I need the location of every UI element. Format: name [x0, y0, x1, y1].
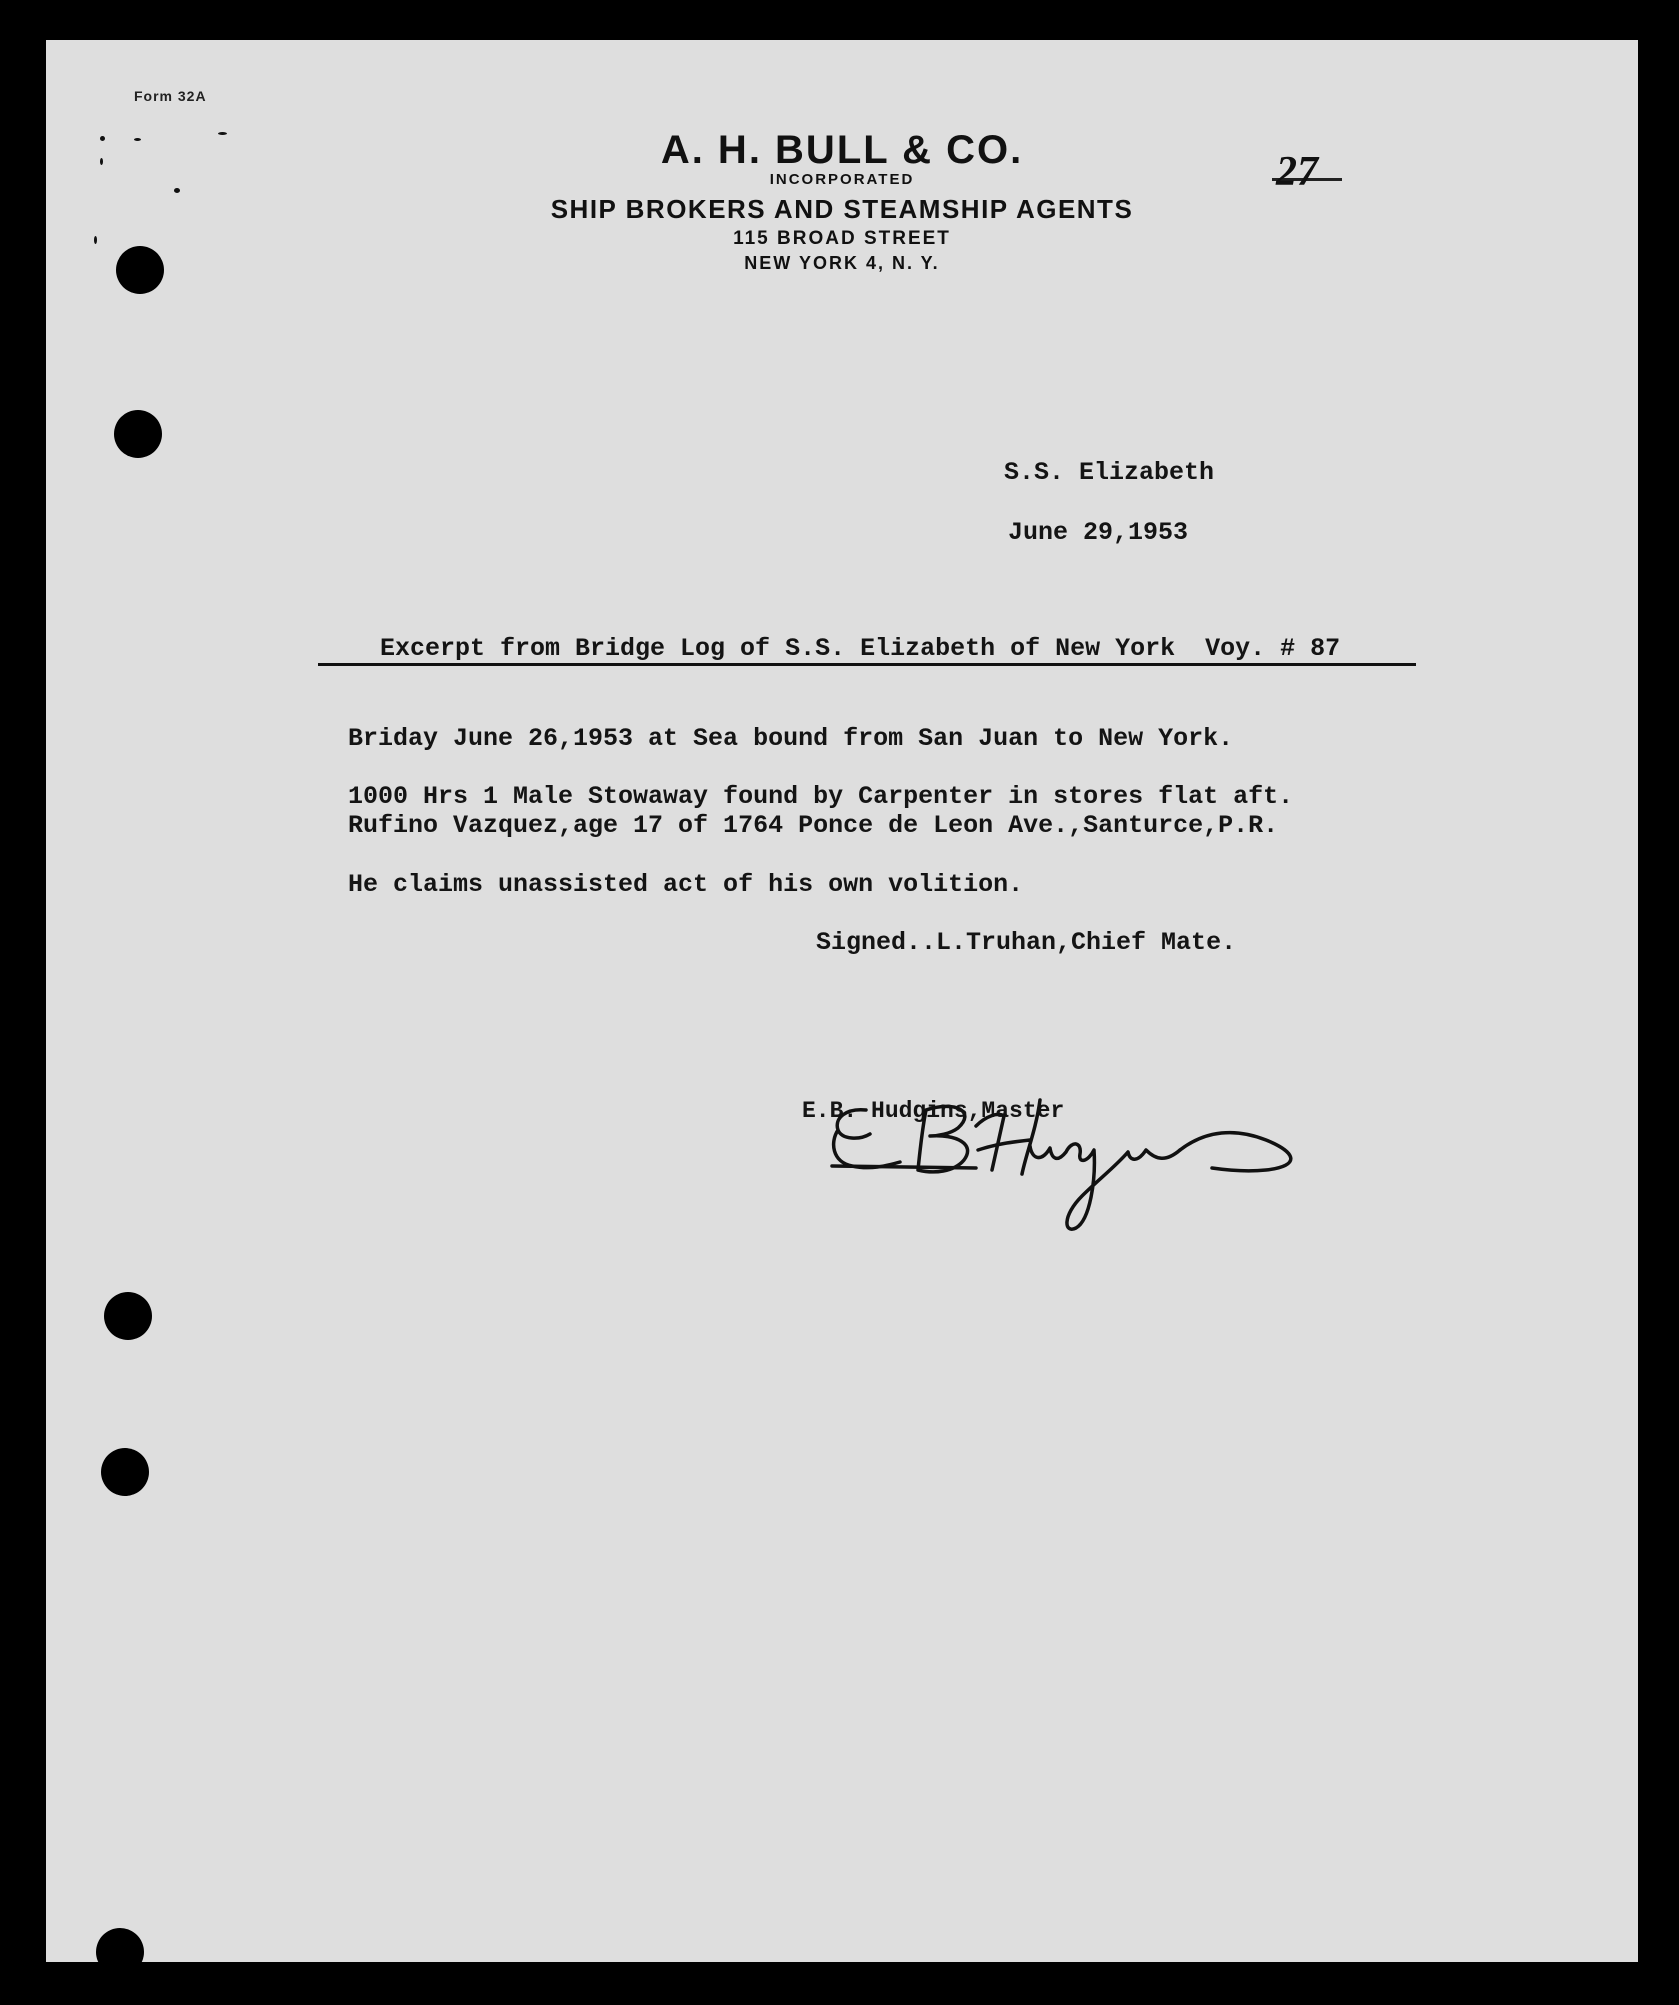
heading-underline	[318, 663, 1416, 666]
document-page	[46, 40, 1638, 1962]
handwritten-signature	[826, 1070, 1346, 1250]
company-incorporated: INCORPORATED	[769, 171, 915, 188]
master-name-line: E.B. Hudgins,Master	[802, 1098, 1065, 1124]
excerpt-heading: Excerpt from Bridge Log of S.S. Elizabeth of New York Voy. # 87	[380, 634, 1341, 663]
log-line-identity: Rufino Vazquez,age 17 of 1764 Ponce de Leon Ave.,Santurce,P.R.	[348, 811, 1279, 840]
page-number-mark: 27	[1276, 149, 1318, 195]
punch-hole	[96, 1928, 144, 1976]
letter-date: June 29,1953	[1008, 518, 1189, 547]
log-line-stowaway: 1000 Hrs 1 Male Stowaway found by Carpenter in stores flat aft.	[348, 782, 1294, 811]
company-city: NEW YORK 4, N. Y.	[744, 253, 940, 273]
log-line-date: Briday June 26,1953 at Sea bound from San Juan to New York.	[348, 724, 1234, 753]
punch-hole	[114, 410, 162, 458]
company-street: 115 BROAD STREET	[733, 228, 951, 249]
log-line-claim: He claims unassisted act of his own volition.	[348, 870, 1024, 899]
chief-mate-signature-line: Signed..L.Truhan,Chief Mate.	[816, 928, 1237, 957]
punch-hole	[104, 1292, 152, 1340]
vessel-name: S.S. Elizabeth	[1004, 458, 1215, 487]
paper-speck	[174, 188, 180, 193]
punch-hole	[101, 1448, 149, 1496]
company-description: SHIP BROKERS AND STEAMSHIP AGENTS	[550, 194, 1134, 224]
form-number: Form 32A	[134, 88, 207, 104]
company-name: A. H. BULL & CO.	[660, 128, 1024, 172]
